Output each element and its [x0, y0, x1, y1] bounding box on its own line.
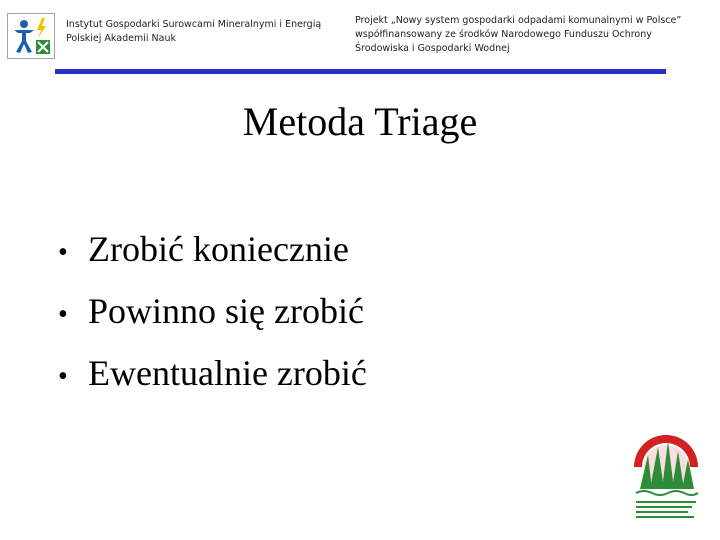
project-line-1: Projekt „Nowy system gospodarki odpadami komunalnymi w Polsce”: [355, 15, 682, 26]
project-info: [355, 14, 700, 56]
bullet-text: Zrobić koniecznie: [88, 229, 349, 269]
bullet-marker: •: [58, 361, 68, 392]
bullet-item: [58, 344, 367, 406]
bullet-marker: •: [58, 237, 68, 268]
slide-title: Metoda Triage: [242, 99, 478, 144]
bullet-text: Ewentualnie zrobić: [88, 353, 367, 393]
institute-line-2: Polskiej Akademii Nauk: [66, 33, 176, 44]
bullet-item: [58, 220, 367, 282]
project-line-3: Środowiska i Gospodarki Wodnej: [355, 43, 510, 54]
institute-name: [66, 18, 336, 46]
bullet-item: [58, 282, 367, 344]
header-divider: [55, 69, 666, 74]
bullet-marker: •: [58, 299, 68, 330]
institute-logo-icon: [7, 13, 55, 59]
project-line-2: współfinansowany ze środków Narodowego Funduszu Ochrony: [355, 29, 652, 40]
bullet-text: Powinno się zrobić: [88, 291, 364, 331]
bullet-list: [58, 220, 367, 406]
nfosigw-logo-icon: [628, 427, 704, 527]
institute-line-1: Instytut Gospodarki Surowcami Mineralnymi i Energią: [66, 19, 322, 30]
